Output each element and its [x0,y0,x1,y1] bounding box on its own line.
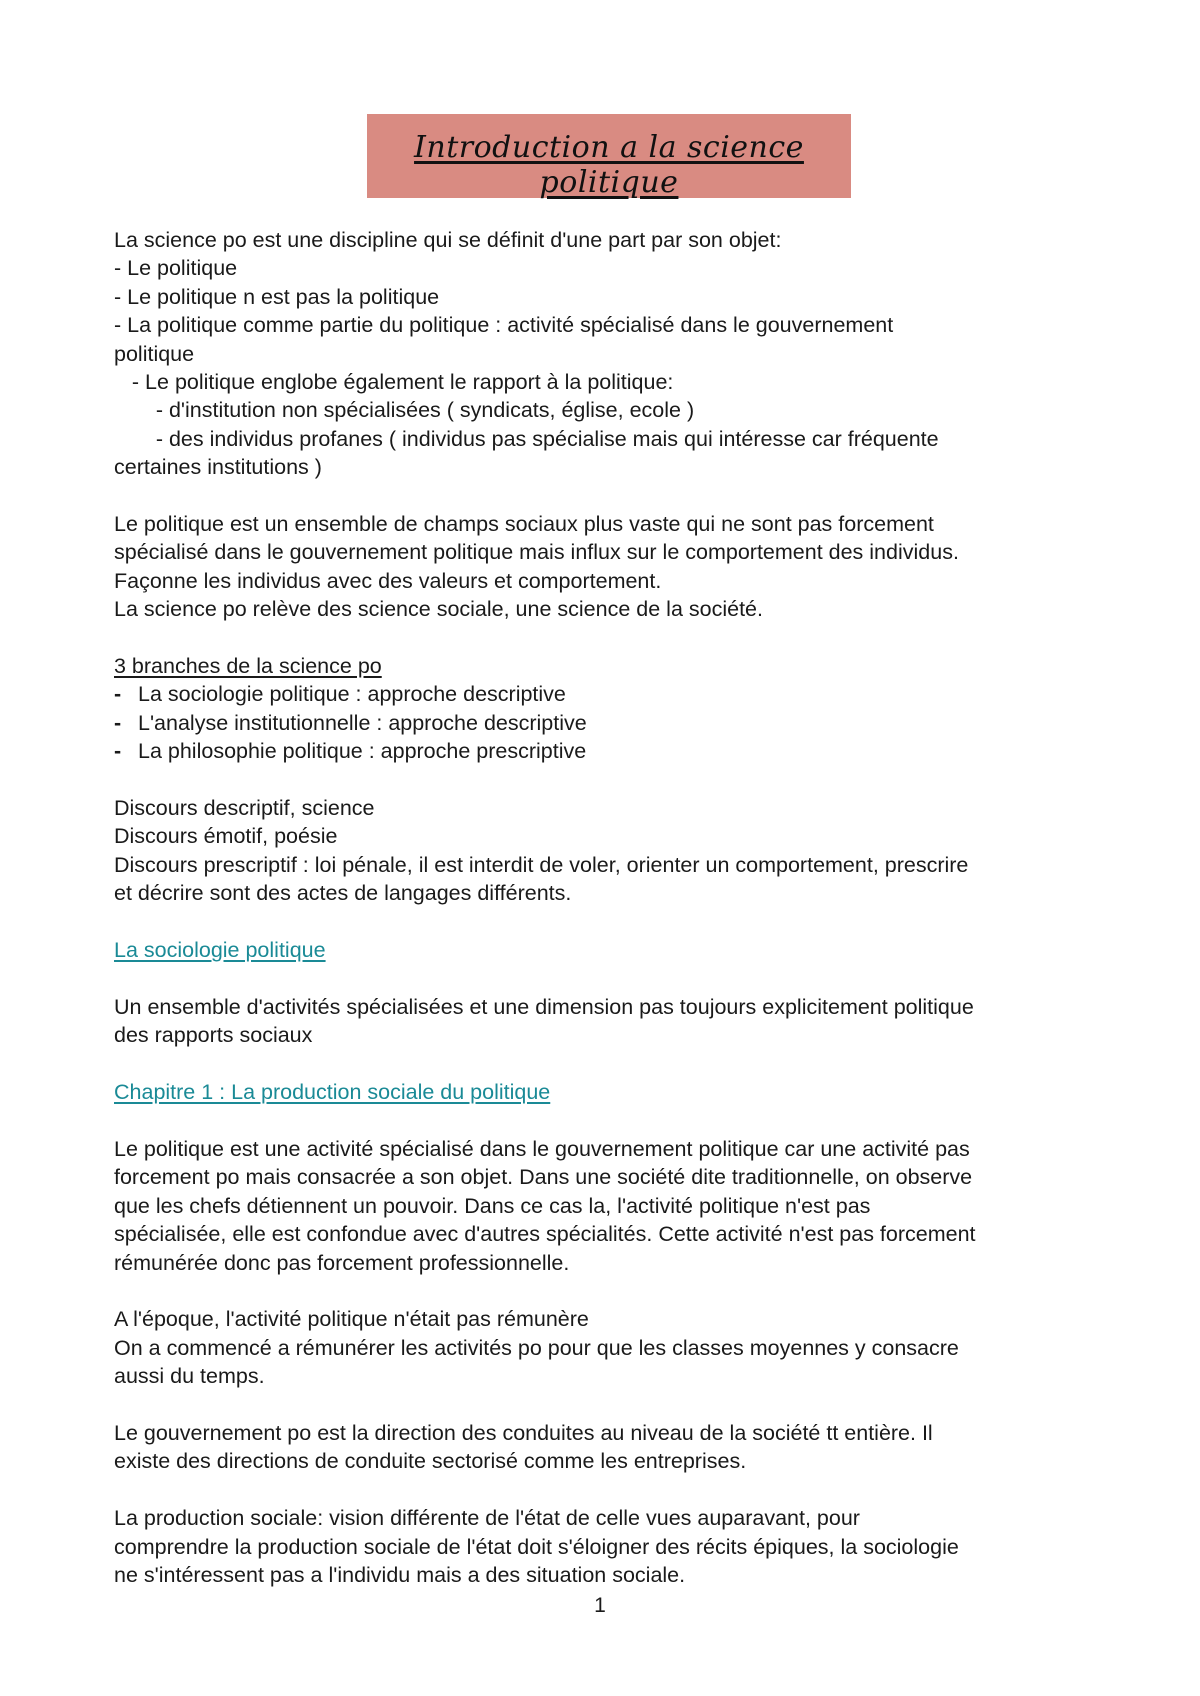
document-title: Introduction a la science politique [414,130,804,200]
spacer [114,1050,1094,1078]
branch-item [114,709,1094,737]
branch-item [114,737,1094,765]
intro-line: - d'institution non spécialisées ( syndicats, église, ecole ) [114,398,695,423]
intro-line: politique [114,341,195,366]
spacer [114,624,1094,652]
intro-line: - Le politique [114,256,238,281]
chapter-line: que les chefs détiennent un pouvoir. Dans ce cas la, l'activité politique n'est pas [114,1193,871,1218]
chapter-line: rémunérée donc pas forcement professionnelle. [114,1250,570,1275]
intro-line: certaines institutions ) [114,455,322,480]
page-number: 1 [594,1594,606,1617]
spacer [114,1391,1094,1419]
spacer [114,965,1094,993]
epoque-line: A l'époque, l'activité politique n'était pas rémunère [114,1307,589,1332]
production-line: comprendre la production sociale de l'état doit s'éloigner des récits épiques, la sociologie [114,1534,959,1559]
spacer [114,482,1094,510]
discours-line: et décrire sont des actes de langages différents. [114,881,572,906]
spacer [114,1277,1094,1305]
dash-bullet-icon: - [114,682,122,707]
intro-line: - des individus profanes ( individus pas spécialise mais qui intéresse car fréquente [114,426,939,451]
spacer [114,766,1094,794]
discours-line: Discours prescriptif : loi pénale, il est interdit de voler, orienter un comportement, prescrire [114,852,969,877]
production-line: ne s'intéressent pas a l'individu mais a des situation sociale. [114,1562,686,1587]
chapter-heading: Chapitre 1 : La production sociale du politique [114,1080,551,1105]
spacer [114,908,1094,936]
chapter-line: Le politique est une activité spécialisé dans le gouvernement politique car une activité pas [114,1136,970,1161]
branch-item [114,680,1094,708]
branches-heading: 3 branches de la science po [114,654,382,679]
gouvernement-line: Le gouvernement po est la direction des conduites au niveau de la société tt entière. Il [114,1420,933,1445]
paragraph-line: La science po relève des science sociale, une science de la société. [114,597,763,622]
dash-bullet-icon: - [114,710,122,735]
intro-line: - La politique comme partie du politique : activité spécialisé dans le gouvernement [114,313,894,338]
section-heading-sociologie: La sociologie politique [114,938,326,963]
title-banner [367,114,851,198]
branch-item-text: La sociologie politique : approche descriptive [138,682,566,707]
paragraph-line: Façonne les individus avec des valeurs et comportement. [114,568,662,593]
spacer [114,1476,1094,1504]
branch-item-text: L'analyse institutionnelle : approche descriptive [138,710,587,735]
chapter-line: spécialisée, elle est confondue avec d'autres spécialités. Cette activité n'est pas forcement [114,1222,976,1247]
intro-line: - Le politique englobe également le rapport à la politique: [114,370,674,395]
intro-line: - Le politique n est pas la politique [114,284,440,309]
gouvernement-line: existe des directions de conduite sectorisé comme les entreprises. [114,1449,747,1474]
production-line: La production sociale: vision différente de l'état de celle vues auparavant, pour [114,1506,860,1531]
intro-line: La science po est une discipline qui se définit d'une part par son objet: [114,228,782,252]
discours-line: Discours descriptif, science [114,796,375,821]
branch-item-text: La philosophie politique : approche prescriptive [138,739,587,764]
socio-line: des rapports sociaux [114,1023,313,1048]
paragraph-line: spécialisé dans le gouvernement politique mais influx sur le comportement des individus. [114,540,959,565]
discours-line: Discours émotif, poésie [114,824,338,849]
socio-line: Un ensemble d'activités spécialisées et une dimension pas toujours explicitement politique [114,994,974,1019]
epoque-line: aussi du temps. [114,1364,265,1389]
dash-bullet-icon: - [114,739,122,764]
epoque-line: On a commencé a rémunérer les activités po pour que les classes moyennes y consacre [114,1335,959,1360]
spacer [114,1107,1094,1135]
chapter-line: forcement po mais consacrée a son objet. Dans une société dite traditionnelle, on observe [114,1165,973,1190]
paragraph-line: Le politique est un ensemble de champs sociaux plus vaste qui ne sont pas forcement [114,512,934,537]
document-body [114,226,1094,1589]
